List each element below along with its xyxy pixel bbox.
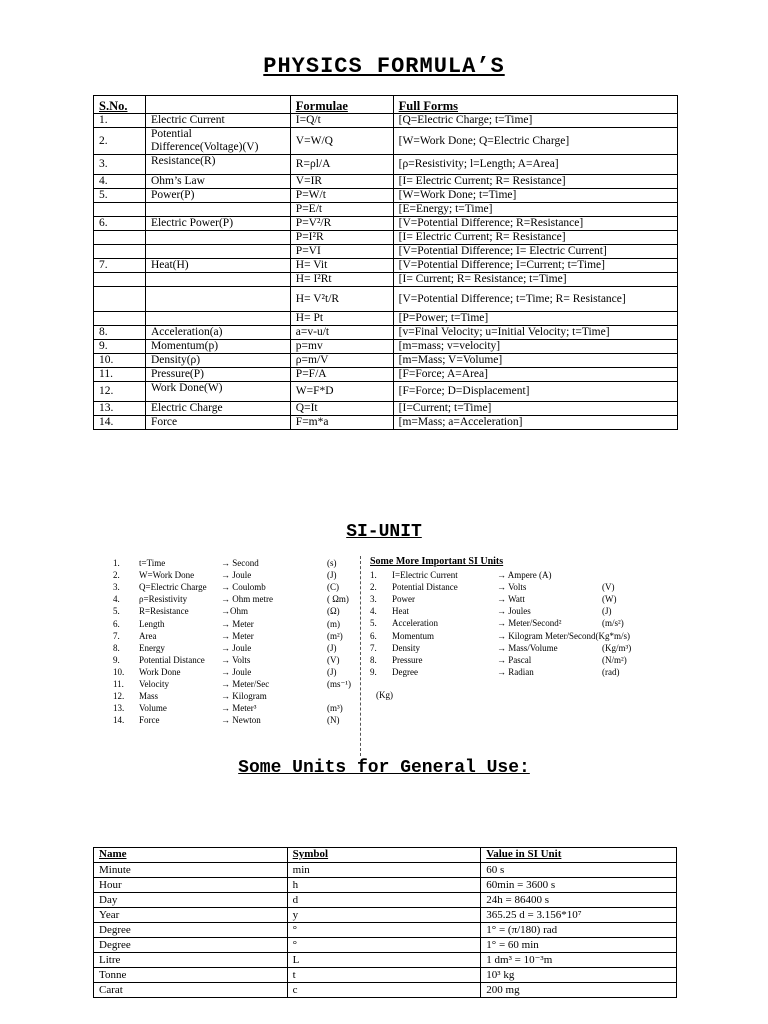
units-cell-name: Year — [94, 908, 288, 923]
units-cell-name: Hour — [94, 878, 288, 893]
formula-cell-full: [Q=Electric Charge; t=Time] — [393, 114, 677, 128]
header-symbol: Symbol — [287, 848, 481, 863]
si-unit-q: R=Resistance — [139, 606, 189, 617]
formula-table — [93, 95, 678, 430]
formula-cell-name: Power(P) — [145, 189, 290, 203]
formula-cell-full: [I= Electric Current; R= Resistance] — [393, 175, 677, 189]
units-row — [94, 863, 677, 878]
si-unit-u: → Kilogram — [221, 691, 267, 702]
si-unit-item — [113, 654, 358, 666]
formula-cell-sno — [94, 245, 146, 259]
formula-cell-sno: 1. — [94, 114, 146, 128]
si-unit-item — [113, 557, 358, 569]
formula-cell-formula: P=E/t — [290, 203, 393, 217]
formula-cell-full: [I= Current; R= Resistance; t=Time] — [393, 273, 677, 287]
formula-cell-formula: H= Pt — [290, 312, 393, 326]
formula-cell-formula: H= I²Rt — [290, 273, 393, 287]
units-cell-symbol: L — [287, 953, 481, 968]
si-unit-item — [370, 581, 660, 593]
si-unit-item — [113, 690, 358, 702]
formula-cell-name: Force — [145, 416, 290, 430]
si-unit-n: 1. — [113, 558, 120, 568]
si-unit-item — [113, 581, 358, 593]
si-unit-u: → Joule — [221, 642, 252, 653]
formula-cell-formula: P=W/t — [290, 189, 393, 203]
si-unit-q: Q=Electric Charge — [139, 582, 207, 593]
formula-row — [94, 287, 678, 312]
si-unit-item — [113, 642, 358, 654]
si-unit-n: 4. — [113, 594, 120, 605]
formula-cell-full: [I= Electric Current; R= Resistance] — [393, 231, 677, 245]
si-unit-item — [370, 654, 660, 666]
formula-cell-name — [145, 245, 290, 259]
units-cell-symbol: y — [287, 908, 481, 923]
units-row — [94, 968, 677, 983]
si-unit-u: → Volts — [497, 582, 527, 593]
si-unit-u: → Meter — [221, 618, 254, 629]
units-table-header — [94, 848, 677, 863]
units-row — [94, 878, 677, 893]
si-unit-item — [370, 666, 660, 678]
si-unit-n: 11. — [113, 679, 124, 689]
formula-cell-formula: P=F/A — [290, 368, 393, 382]
header-blank — [145, 96, 290, 114]
general-units-table — [93, 847, 677, 998]
units-row — [94, 893, 677, 908]
si-unit-s: (N) — [327, 715, 340, 726]
formula-row — [94, 231, 678, 245]
si-unit-n: 10. — [113, 666, 125, 677]
formula-row — [94, 382, 678, 402]
si-unit-s: (ms⁻¹) — [327, 679, 351, 689]
si-unit-s: (m³) — [327, 703, 343, 714]
formula-cell-formula: H= V²t/R — [290, 287, 393, 312]
si-unit-u: → Newton — [221, 715, 261, 726]
si-unit-s: (V) — [602, 582, 615, 593]
header-value: Value in SI Unit — [481, 848, 677, 863]
si-unit-s: (V) — [327, 654, 340, 665]
si-unit-s: (C) — [327, 582, 339, 593]
si-unit-item — [370, 593, 660, 605]
units-cell-name: Minute — [94, 863, 288, 878]
formula-row — [94, 402, 678, 416]
formula-row — [94, 128, 678, 155]
formula-cell-formula: V=IR — [290, 175, 393, 189]
si-unit-q: Area — [139, 630, 157, 641]
formula-cell-sno: 3. — [94, 155, 146, 175]
si-unit-n: 1. — [370, 570, 377, 580]
units-cell-name: Tonne — [94, 968, 288, 983]
si-unit-u: → Ampere (A) — [497, 570, 552, 580]
si-unit-n: 7. — [113, 630, 120, 641]
si-unit-item — [113, 569, 358, 581]
formula-cell-sno: 5. — [94, 189, 146, 203]
si-unit-u: → Volts — [221, 654, 251, 665]
formula-cell-sno: 11. — [94, 368, 146, 382]
formula-cell-formula: Q=It — [290, 402, 393, 416]
formula-cell-name — [145, 287, 290, 312]
formula-cell-sno: 14. — [94, 416, 146, 430]
si-unit-n: 9. — [370, 666, 377, 677]
units-cell-value: 1° = (π/180) rad — [481, 923, 677, 938]
si-unit-q: Heat — [392, 606, 409, 617]
si-unit-q: Density — [392, 642, 420, 653]
si-unit-s: (Kg/m³) — [602, 642, 632, 653]
header-formulae: Formulae — [290, 96, 393, 114]
si-unit-u: →Ohm — [221, 606, 248, 617]
units-row — [94, 908, 677, 923]
si-unit-n: 2. — [370, 582, 377, 593]
si-unit-n: 8. — [113, 642, 120, 653]
formula-cell-formula: p=mv — [290, 340, 393, 354]
si-unit-u: → Meter/Sec — [221, 679, 270, 689]
si-unit-n: 5. — [370, 618, 377, 629]
units-cell-name: Degree — [94, 938, 288, 953]
si-unit-s: (J) — [602, 606, 612, 617]
formula-cell-formula: I=Q/t — [290, 114, 393, 128]
si-unit-q: Work Done — [139, 666, 181, 677]
si-unit-q: Power — [392, 594, 415, 605]
si-unit-s: (s) — [327, 558, 337, 568]
formula-cell-name: Density(ρ) — [145, 354, 290, 368]
formula-row — [94, 203, 678, 217]
si-unit-s: (N/m²) — [602, 654, 627, 665]
si-unit-q: Degree — [392, 666, 418, 677]
formula-cell-full: [V=Potential Difference; R=Resistance] — [393, 217, 677, 231]
si-unit-item — [113, 702, 358, 714]
si-unit-item — [113, 666, 358, 678]
si-unit-q: Length — [139, 618, 165, 629]
si-unit-s: (J) — [327, 642, 337, 653]
formula-cell-sno — [94, 312, 146, 326]
si-unit-s: (W) — [602, 594, 617, 605]
formula-cell-sno: 13. — [94, 402, 146, 416]
more-si-units-title: Some More Important SI Units — [370, 556, 504, 567]
si-unit-u: → Mass/Volume — [497, 642, 558, 653]
formula-row — [94, 416, 678, 430]
si-unit-q: ρ=Resistivity — [139, 594, 188, 605]
units-cell-name: Day — [94, 893, 288, 908]
units-cell-name: Carat — [94, 983, 288, 998]
units-cell-symbol: c — [287, 983, 481, 998]
si-unit-q: Energy — [139, 642, 165, 653]
formula-cell-formula: W=F*D — [290, 382, 393, 402]
si-unit-item — [113, 593, 358, 605]
formula-cell-full: [F=Force; A=Area] — [393, 368, 677, 382]
units-cell-value: 10³ kg — [481, 968, 677, 983]
formula-cell-sno — [94, 273, 146, 287]
si-unit-item — [370, 630, 660, 642]
formula-cell-name: Electric Current — [145, 114, 290, 128]
si-unit-u: → Joules — [497, 606, 531, 617]
si-unit-q: I=Electric Current — [392, 570, 458, 580]
si-unit-n: 8. — [370, 654, 377, 665]
formula-cell-full: [P=Power; t=Time] — [393, 312, 677, 326]
formula-cell-formula: a=v-u/t — [290, 326, 393, 340]
si-unit-u: → Ohm metre — [221, 594, 273, 605]
units-cell-symbol: min — [287, 863, 481, 878]
formula-row — [94, 245, 678, 259]
si-unit-item — [113, 605, 358, 617]
si-unit-n: 6. — [113, 618, 120, 629]
si-unit-item — [113, 630, 358, 642]
units-cell-symbol: ° — [287, 923, 481, 938]
formula-cell-formula: P=I²R — [290, 231, 393, 245]
si-unit-u: → Watt — [497, 594, 525, 605]
si-unit-s: (Ω) — [327, 606, 340, 617]
formula-cell-full: [F=Force; D=Displacement] — [393, 382, 677, 402]
formula-cell-name: Resistance(R) — [145, 155, 290, 175]
si-unit-title: SI-UNIT — [346, 522, 422, 542]
si-unit-u: → Kilogram Meter/Second(Kg*m/s) — [497, 630, 630, 641]
si-unit-n: 3. — [370, 594, 377, 605]
formula-cell-full: [W=Work Done; Q=Electric Charge] — [393, 128, 677, 155]
units-row — [94, 953, 677, 968]
formula-cell-sno: 7. — [94, 259, 146, 273]
si-unit-u: → Second — [221, 558, 259, 568]
formula-cell-full: [I=Current; t=Time] — [393, 402, 677, 416]
formula-row — [94, 189, 678, 203]
si-unit-item — [370, 569, 660, 581]
formula-cell-full: [V=Potential Difference; I= Electric Current] — [393, 245, 677, 259]
si-unit-list — [113, 557, 358, 725]
si-unit-n: 9. — [113, 654, 120, 665]
general-units-title: Some Units for General Use: — [238, 758, 530, 778]
formula-cell-full: [m=Mass; a=Acceleration] — [393, 416, 677, 430]
si-unit-q: Potential Distance — [139, 654, 205, 665]
formula-table-header — [94, 96, 678, 114]
formula-cell-sno — [94, 203, 146, 217]
kg-note: (Kg) — [376, 690, 393, 700]
formula-cell-name: Electric Power(P) — [145, 217, 290, 231]
si-unit-n: 5. — [113, 606, 120, 617]
si-unit-q: Force — [139, 715, 160, 726]
formula-cell-name: Heat(H) — [145, 259, 290, 273]
si-unit-q: W=Work Done — [139, 570, 195, 581]
formula-cell-sno — [94, 287, 146, 312]
formula-row — [94, 175, 678, 189]
si-unit-n: 7. — [370, 642, 377, 653]
formula-cell-sno: 10. — [94, 354, 146, 368]
formula-cell-name: Ohm’s Law — [145, 175, 290, 189]
formula-cell-full: [m=mass; v=velocity] — [393, 340, 677, 354]
formula-cell-full: [V=Potential Difference; I=Current; t=Time] — [393, 259, 677, 273]
header-sno: S.No. — [94, 96, 146, 114]
formula-cell-name: Pressure(P) — [145, 368, 290, 382]
si-unit-q: t=Time — [139, 558, 166, 568]
formula-cell-formula: H= Vit — [290, 259, 393, 273]
si-unit-u: → Joule — [221, 666, 252, 677]
formula-cell-formula: V=W/Q — [290, 128, 393, 155]
units-cell-value: 1 dm³ = 10⁻³m — [481, 953, 677, 968]
formula-cell-name — [145, 312, 290, 326]
si-unit-q: Velocity — [139, 679, 169, 689]
si-unit-u: → Meter/Second² — [497, 618, 562, 629]
formula-cell-name — [145, 273, 290, 287]
formula-row — [94, 259, 678, 273]
header-full-forms: Full Forms — [393, 96, 677, 114]
formula-row — [94, 155, 678, 175]
formula-cell-sno: 8. — [94, 326, 146, 340]
units-cell-value: 365.25 d = 3.156*10⁷ — [481, 908, 677, 923]
si-unit-u: → Coulomb — [221, 582, 266, 593]
si-unit-u: → Joule — [221, 570, 252, 581]
si-unit-item — [370, 642, 660, 654]
units-cell-symbol: ° — [287, 938, 481, 953]
si-unit-q: Mass — [139, 691, 159, 702]
formula-cell-full: [V=Potential Difference; t=Time; R= Resistance] — [393, 287, 677, 312]
formula-cell-formula: R=ρl/A — [290, 155, 393, 175]
si-unit-s: (m/s²) — [602, 618, 624, 629]
formula-cell-sno: 6. — [94, 217, 146, 231]
more-si-units-list — [370, 556, 660, 706]
formula-cell-name: Acceleration(a) — [145, 326, 290, 340]
formula-row — [94, 273, 678, 287]
si-unit-item — [113, 678, 358, 690]
units-cell-symbol: h — [287, 878, 481, 893]
si-unit-item — [370, 617, 660, 629]
si-unit-n: 3. — [113, 582, 120, 593]
si-unit-n: 2. — [113, 570, 120, 581]
formula-cell-full: [E=Energy; t=Time] — [393, 203, 677, 217]
header-name: Name — [94, 848, 288, 863]
si-unit-q: Pressure — [392, 654, 423, 665]
units-cell-value: 200 mg — [481, 983, 677, 998]
si-unit-n: 12. — [113, 691, 125, 702]
units-cell-value: 60 s — [481, 863, 677, 878]
si-unit-u: → Pascal — [497, 654, 532, 665]
si-unit-q: Volume — [139, 703, 167, 714]
formula-row — [94, 114, 678, 128]
units-cell-name: Degree — [94, 923, 288, 938]
units-cell-value: 24h = 86400 s — [481, 893, 677, 908]
si-unit-item — [113, 618, 358, 630]
si-unit-s: (m²) — [327, 630, 343, 641]
formula-cell-full: [m=Mass; V=Volume] — [393, 354, 677, 368]
si-unit-n: 13. — [113, 703, 125, 714]
formula-row — [94, 326, 678, 340]
formula-cell-formula: P=V²/R — [290, 217, 393, 231]
formula-cell-full: [ρ=Resistivity; l=Length; A=Area] — [393, 155, 677, 175]
formula-cell-name — [145, 231, 290, 245]
formula-row — [94, 340, 678, 354]
si-unit-u: → Meter³ — [221, 703, 257, 714]
formula-cell-sno: 9. — [94, 340, 146, 354]
formula-row — [94, 354, 678, 368]
si-unit-s: (m) — [327, 618, 340, 629]
formula-cell-sno: 4. — [94, 175, 146, 189]
formula-cell-name: Momentum(p) — [145, 340, 290, 354]
si-unit-u: → Radian — [497, 666, 534, 677]
si-unit-n: 6. — [370, 630, 377, 641]
formula-row — [94, 312, 678, 326]
si-unit-q: Momentum — [392, 630, 434, 641]
units-row — [94, 938, 677, 953]
formula-cell-name — [145, 203, 290, 217]
units-cell-name: Litre — [94, 953, 288, 968]
formula-cell-formula: F=m*a — [290, 416, 393, 430]
formula-cell-name: Electric Charge — [145, 402, 290, 416]
si-unit-q: Potential Distance — [392, 582, 458, 593]
si-unit-item — [113, 714, 358, 726]
units-cell-value: 60min = 3600 s — [481, 878, 677, 893]
formula-row — [94, 217, 678, 231]
formula-cell-full: [W=Work Done; t=Time] — [393, 189, 677, 203]
units-row — [94, 923, 677, 938]
page-title: PHYSICS FORMULA’S — [263, 54, 505, 79]
formula-cell-formula: P=VI — [290, 245, 393, 259]
units-row — [94, 983, 677, 998]
formula-row — [94, 368, 678, 382]
si-unit-s: (J) — [327, 666, 337, 677]
formula-cell-sno — [94, 231, 146, 245]
formula-cell-sno: 2. — [94, 128, 146, 155]
si-unit-n: 4. — [370, 606, 377, 617]
si-unit-s: (rad) — [602, 666, 620, 677]
units-cell-symbol: d — [287, 893, 481, 908]
si-unit-item — [370, 605, 660, 617]
formula-cell-formula: ρ=m/V — [290, 354, 393, 368]
formula-cell-full: [v=Final Velocity; u=Initial Velocity; t=Time] — [393, 326, 677, 340]
formula-cell-name: Potential Difference(Voltage)(V) — [145, 128, 290, 155]
divider — [360, 556, 362, 756]
formula-cell-name: Work Done(W) — [145, 382, 290, 402]
si-unit-n: 14. — [113, 715, 125, 726]
units-cell-symbol: t — [287, 968, 481, 983]
units-cell-value: 1° = 60 min — [481, 938, 677, 953]
formula-cell-sno: 12. — [94, 382, 146, 402]
si-unit-q: Acceleration — [392, 618, 438, 629]
si-unit-s: (J) — [327, 570, 337, 581]
si-unit-u: → Meter — [221, 630, 254, 641]
si-unit-s: ( Ωm) — [327, 594, 349, 605]
